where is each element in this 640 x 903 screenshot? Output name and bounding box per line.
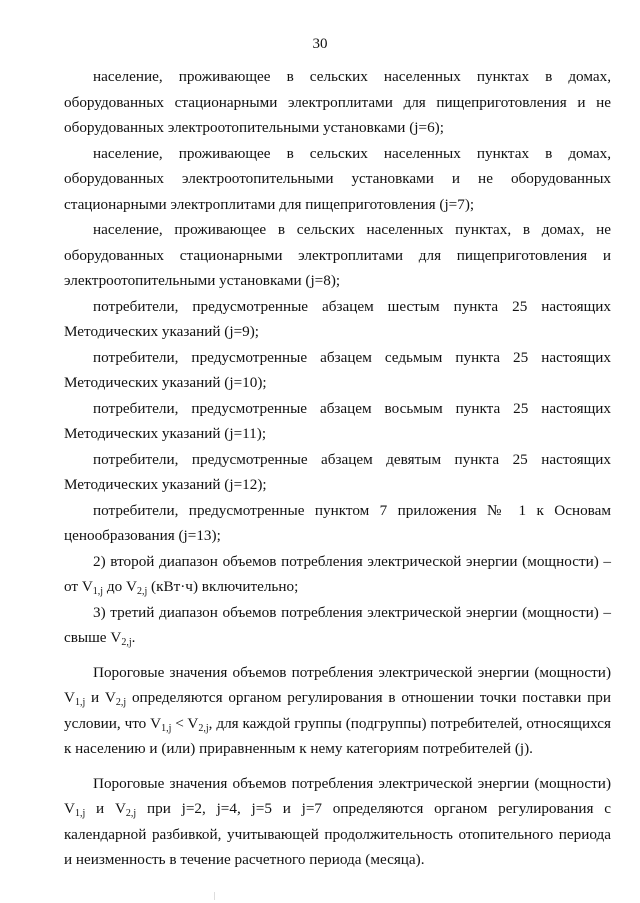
text: < V bbox=[171, 714, 199, 732]
paragraph-threshold-calendar bbox=[64, 771, 611, 873]
subscript: 2,j bbox=[136, 586, 148, 597]
text: при j=2, j=4, j=5 и j=7 определяются органом регулирования с календарной разбивкой, учитывающей продолжительность отопительного периода и неизменность в течение расчетного периода (месяца). bbox=[64, 800, 611, 868]
paragraph-group-j10: потребители, предусмотренные абзацем седьмым пункта 25 настоящих Методических указаний (j=10); bbox=[64, 348, 611, 391]
subscript: 2,j bbox=[198, 722, 209, 734]
text: 2) второй диапазон объемов потребления электрической энергии (мощности) – от V bbox=[64, 552, 611, 595]
document-body bbox=[64, 64, 611, 873]
subscript: 1,j bbox=[74, 697, 86, 708]
paragraph-group-j7: население, проживающее в сельских населенных пунктах в домах, оборудованных электроотопительными установками и не оборудованных стационарными электроплитами для пищеприготовления (j=7); bbox=[64, 144, 611, 213]
text: определяются органом регулирования в отношении точки поставки при условии, что V bbox=[64, 689, 611, 732]
text: до V bbox=[103, 578, 137, 595]
paragraph-group-j13: потребители, предусмотренные пунктом 7 приложения № 1 к Основам ценообразования (j=13); bbox=[64, 501, 611, 544]
scan-edge-mark bbox=[214, 892, 215, 900]
subscript: 2,j bbox=[121, 637, 132, 648]
paragraph-group-j11: потребители, предусмотренные абзацем восьмым пункта 25 настоящих Методических указаний (j=11); bbox=[64, 399, 611, 442]
paragraph-third-range bbox=[64, 600, 611, 651]
paragraph-group-j8: население, проживающее в сельских населенных пунктах, в домах, не оборудованных стационарными электроплитами для пищеприготовления и электроотопительными установками (j=8); bbox=[64, 221, 611, 289]
paragraph-group-j12: потребители, предусмотренные абзацем девятым пункта 25 настоящих Методических указаний (j=12); bbox=[64, 450, 611, 493]
subscript: 1,j bbox=[92, 586, 104, 597]
text: и V bbox=[85, 800, 126, 817]
subscript: 2,j bbox=[115, 697, 127, 708]
text: , для каждой группы (подгруппы) потребителей, относящихся к населению и (или) приравненным к нему категориям потребителей (j). bbox=[64, 714, 611, 757]
subscript: 1,j bbox=[161, 722, 172, 734]
text: Пороговые значения объемов потребления электрической энергии (мощности) V bbox=[64, 774, 611, 817]
text: Пороговые значения объемов потребления электрической энергии (мощности) V bbox=[64, 663, 611, 706]
paragraph-second-range bbox=[64, 549, 611, 600]
paragraph-threshold-conditions bbox=[64, 660, 611, 762]
text: (кВт·ч) включительно; bbox=[147, 578, 299, 595]
paragraph-group-j6: население, проживающее в сельских населенных пунктах в домах, оборудованных стационарными электроплитами для пищеприготовления и не оборудованных электроотопительными установками (j=6); bbox=[64, 68, 611, 136]
text: . bbox=[131, 629, 136, 646]
page-number: 30 bbox=[312, 36, 328, 52]
text: и V bbox=[85, 689, 116, 706]
subscript: 1,j bbox=[74, 808, 86, 819]
text: 3) третий диапазон объемов потребления электрической энергии (мощности) – свыше V bbox=[64, 603, 611, 646]
subscript: 2,j bbox=[125, 808, 137, 819]
paragraph-group-j9: потребители, предусмотренные абзацем шестым пункта 25 настоящих Методических указаний (j=9); bbox=[64, 297, 611, 340]
